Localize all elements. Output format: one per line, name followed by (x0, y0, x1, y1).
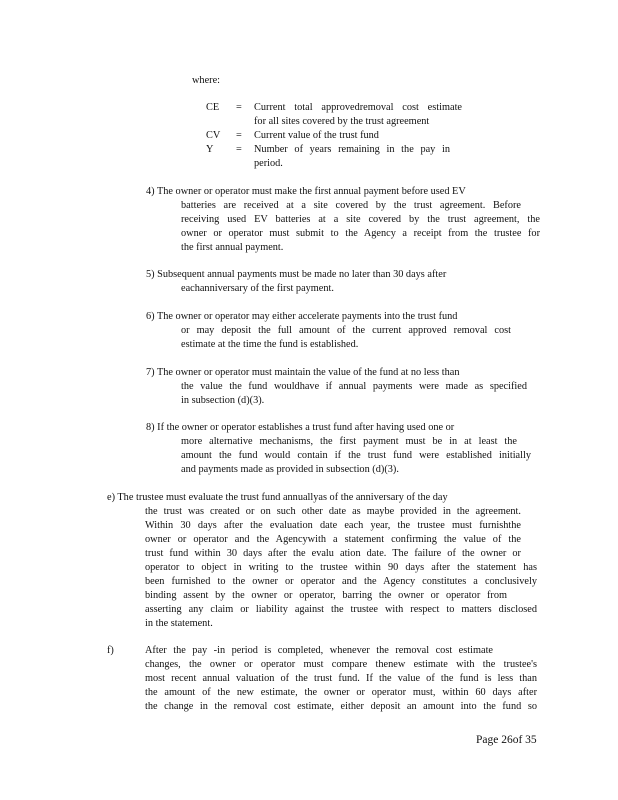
section-line: owner or operator and the Agencywith a statement confirming the value of the (145, 534, 521, 545)
item-continuation (181, 435, 540, 477)
item-line: or may deposit the full amount of the current approved removal cost (181, 325, 511, 336)
definition-line: period. (254, 158, 283, 169)
section-e (107, 491, 537, 631)
definition-text (254, 143, 450, 157)
section-line: operator to object in writing to the trustee within 90 days after the statement has (145, 562, 537, 573)
item-continuation (181, 199, 540, 255)
section-line: changes, the owner or operator must compare thenew estimate with the trustee's (145, 659, 537, 670)
item-line: the first annual payment. (181, 242, 284, 253)
section-line: asserting any claim or liability against the trustee with respect to matters disclosed (145, 604, 537, 615)
section-line: the amount of the new estimate, the owner or operator must, within 60 days after (145, 687, 537, 698)
section-line: been furnished to the owner or operator and the Agency constitutes a conclusively (145, 576, 537, 587)
section-line: most recent annual valuation of the trust fund. If the value of the fund is less than (145, 673, 537, 684)
item-line: in subsection (d)(3). (181, 395, 265, 406)
item-continuation (181, 282, 540, 296)
definition-text (254, 157, 462, 171)
section-continuation (145, 505, 537, 631)
definition-line: Number of years remaining in the pay in (254, 144, 450, 155)
section-first-line: e) The trustee must evaluate the trust fund annuallyas of the anniversary of the day (107, 492, 448, 503)
definition-equals: = (236, 102, 242, 113)
where-label: where: (192, 75, 221, 86)
item-line: batteries are received at a site covered by the trust agreement. Before (181, 200, 521, 211)
section-f-label: f) (107, 645, 114, 656)
item-continuation (181, 324, 540, 352)
definition-symbol: Y (206, 144, 214, 155)
item-first-line: 7) The owner or operator must maintain the value of the fund at no less than (146, 367, 460, 378)
section-f-body (145, 644, 537, 714)
definition-line: Current value of the trust fund (254, 130, 379, 141)
list-item-4 (146, 185, 540, 255)
item-line: owner or operator must submit to the Agency a receipt from the trustee for (181, 228, 540, 239)
item-continuation (181, 380, 540, 408)
section-line: After the pay -in period is completed, whenever the removal cost estimate (145, 645, 493, 656)
definition-text (254, 129, 462, 143)
definition-text (254, 101, 462, 115)
item-first-line: 4) The owner or operator must make the first annual payment before used EV (146, 186, 466, 197)
definition-equals: = (236, 144, 242, 155)
definition-equals: = (236, 130, 242, 141)
item-first-line: 8) If the owner or operator establishes a trust fund after having used one or (146, 422, 455, 433)
section-line: the trust was created or on such other date as maybe provided in the agreement. (145, 506, 521, 517)
item-first-line: 5) Subsequent annual payments must be made no later than 30 days after (146, 269, 447, 280)
item-line: amount the fund would contain if the trust fund were established initially (181, 450, 531, 461)
item-line: the value the fund wouldhave if annual payments were made as specified (181, 381, 527, 392)
definition-line: for all sites covered by the trust agreement (254, 116, 430, 127)
list-item-6 (146, 310, 540, 352)
item-line: eachanniversary of the first payment. (181, 283, 334, 294)
item-first-line: 6) The owner or operator may either accelerate payments into the trust fund (146, 311, 458, 322)
list-item-5 (146, 268, 540, 296)
list-item-7 (146, 366, 540, 408)
definition-symbol: CV (206, 130, 221, 141)
definition-text (254, 115, 462, 129)
definition-symbol: CE (206, 102, 220, 113)
section-line: in the statement. (145, 618, 213, 629)
page-number: Page 26of 35 (476, 734, 537, 746)
section-line: binding assent by the owner or operator, barring the owner or operator from (145, 590, 507, 601)
section-line: trust fund within 30 days after the evalu ation date. The failure of the owner or (145, 548, 521, 559)
item-line: more alternative mechanisms, the first payment must be in at least the (181, 436, 517, 447)
list-item-8 (146, 421, 540, 477)
item-line: and payments made as provided in subsection (d)(3). (181, 464, 399, 475)
item-line: receiving used EV batteries at a site covered by the trust agreement, the (181, 214, 540, 225)
definition-line: Current total approvedremoval cost estimate (254, 102, 462, 113)
section-line: the change in the removal cost estimate, either deposit an amount into the fund so (145, 701, 537, 712)
item-line: estimate at the time the fund is established. (181, 339, 359, 350)
section-line: Within 30 days after the evaluation date each year, the trustee must furnishthe (145, 520, 521, 531)
